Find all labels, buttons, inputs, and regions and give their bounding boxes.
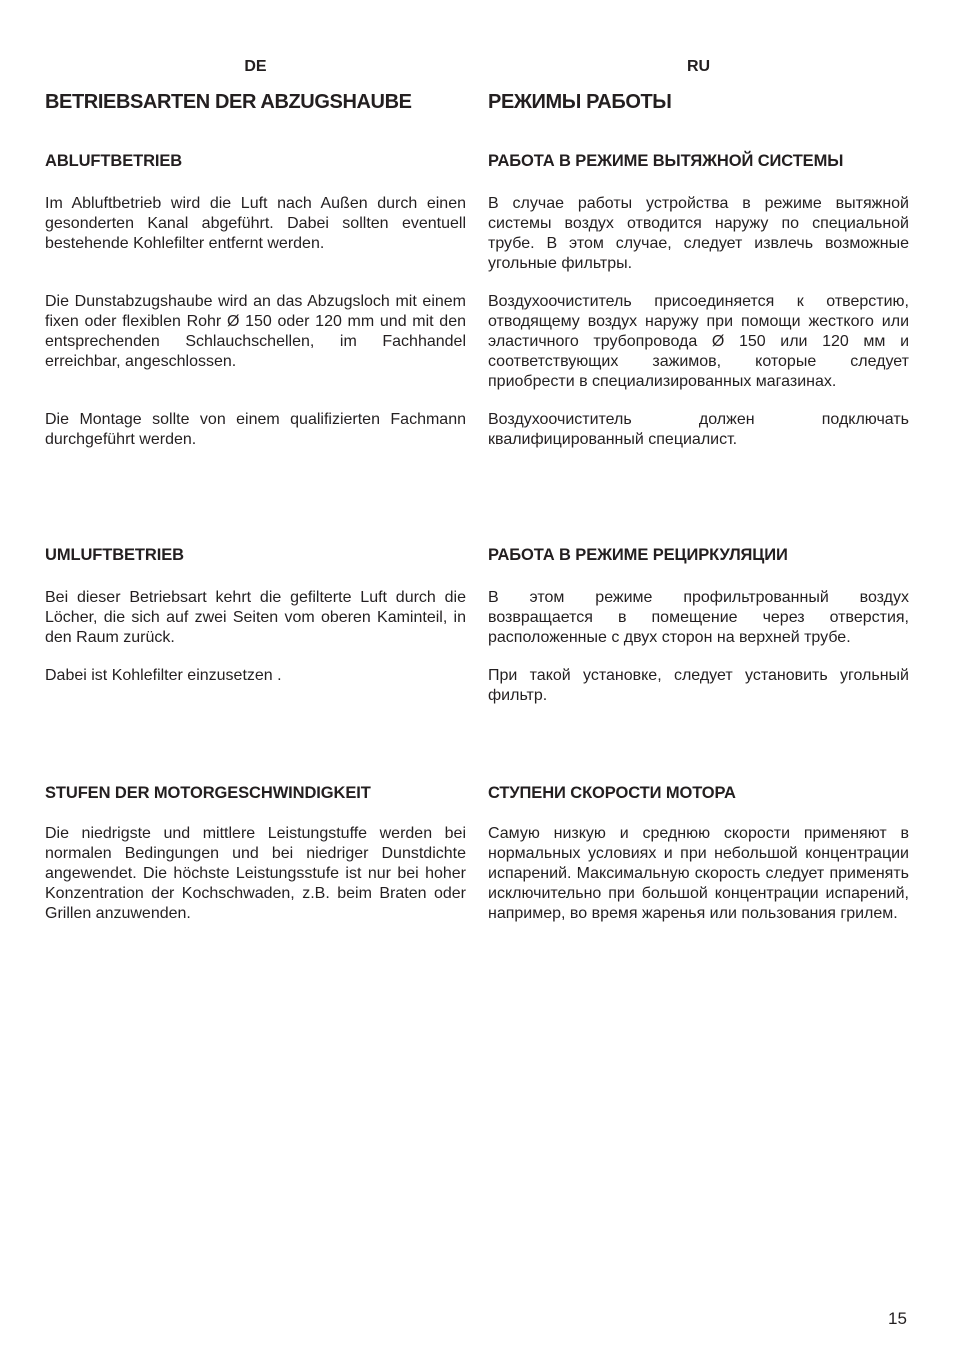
language-code: DE	[244, 58, 267, 75]
paragraph: В этом режиме профильтрованный воздух возвращается в помещение через отверстия, расположенные с двух сторон на верхней трубе.	[488, 589, 909, 646]
page-title: BETRIEBSARTEN DER ABZUGSHAUBE	[45, 91, 412, 113]
section-heading-exhaust: РАБОТА В РЕЖИМЕ ВЫТЯЖНОЙ СИСТЕМЫ	[488, 152, 844, 170]
language-code: RU	[686, 58, 711, 75]
paragraph: При такой установке, следует установить угольный фильтр.	[488, 667, 909, 704]
paragraph: В случае работы устройства в режиме вытяжной системы воздух отводится наружу по специальной трубе. В этом случае, следует извлечь возможные угольные фильтры.	[488, 195, 909, 272]
paragraph: Воздухоочиститель должен подключать квалифицированный специалист.	[488, 411, 909, 448]
section-heading-motor-speed: СТУПЕНИ СКОРОСТИ МОТОРА	[488, 784, 736, 802]
section-heading-recirculation: РАБОТА В РЕЖИМЕ РЕЦИРКУЛЯЦИИ	[488, 546, 788, 564]
paragraph: Die niedrigste und mittlere Leistungstuffe werden bei normalen Bedingungen und bei niedriger Dunstdichte angewendet. Die höchste Leistungsstufe ist nur bei hoher Konzentration der Kochschwaden, z.B. beim Braten oder Grillen anzuwenden.	[45, 825, 466, 922]
paragraph: Dabei ist Kohlefilter einzusetzen .	[45, 667, 282, 684]
paragraph: Die Dunstabzugshaube wird an das Abzugsloch mit einem fixen oder flexiblen Rohr Ø 150 oder 120 mm und mit den entsprechenden Schlauchschellen, im Fachhandel erreichbar, angeschlossen.	[45, 293, 466, 370]
paragraph: Воздухоочиститель присоединяется к отверстию, отводящему воздух наружу при помощи жесткого или эластичного трубопровода Ø 150 или 120 мм и соответствующих зажимов, которые следует приобрести в специализированных магазинах.	[488, 293, 909, 390]
section-heading-recirculation: UMLUFTBETRIEB	[45, 546, 184, 564]
page-title: РЕЖИМЫ РАБОТЫ	[488, 91, 672, 113]
paragraph: Bei dieser Betriebsart kehrt die gefilterte Luft durch die Löcher, die sich auf zwei Seiten vom oberen Kaminteil, in den Raum zurück.	[45, 589, 466, 646]
page-number: 15	[888, 1309, 907, 1328]
section-heading-exhaust: ABLUFTBETRIEB	[45, 152, 183, 170]
paragraph: Die Montage sollte von einem qualifizierten Fachmann durchgeführt werden.	[45, 411, 466, 448]
paragraph: Im Abluftbetrieb wird die Luft nach Außen durch einen gesonderten Kanal abgeführt. Dabei sollten eventuell bestehende Kohlefilter entfernt werden.	[45, 195, 466, 252]
section-heading-motor-speed: STUFEN DER MOTORGESCHWINDIGKEIT	[45, 784, 371, 802]
paragraph: Самую низкую и среднюю скорости применяют в нормальных условиях и при небольшой концентрации испарений. Максимальную скорость следует применять исключительно при большой концентрации испарений, например, во время жаренья или пользования грилем.	[488, 825, 909, 922]
